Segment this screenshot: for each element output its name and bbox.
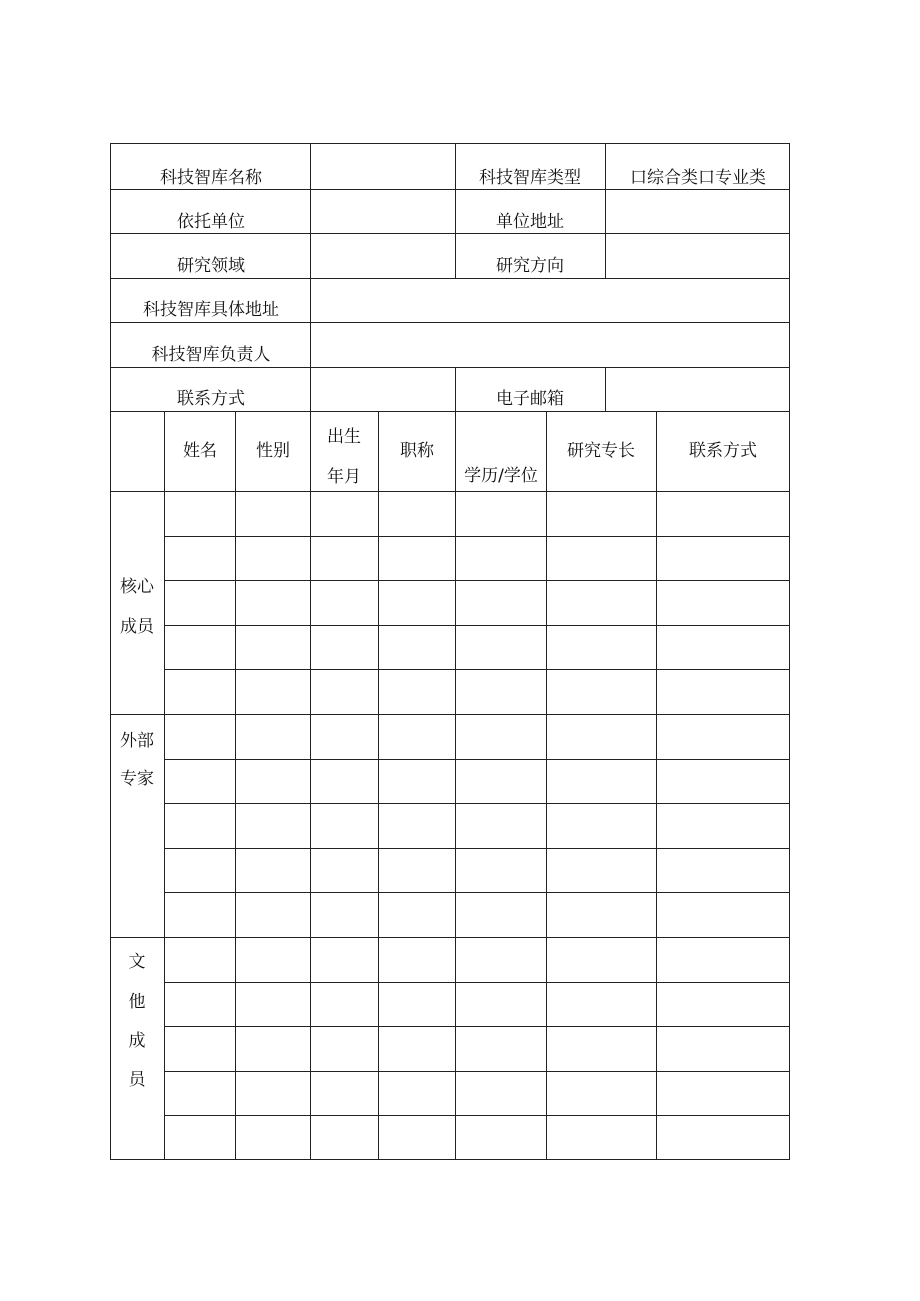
other-members-label-char: 文	[128, 952, 146, 972]
header-birth-line1: 出生	[327, 427, 361, 447]
col-rule	[164, 411, 165, 1159]
email-field[interactable]	[611, 389, 781, 409]
think-tank-type-options[interactable]: 口综合类口专业类	[630, 168, 766, 188]
unit-address-label: 单位地址	[496, 212, 564, 232]
col-rule	[235, 411, 236, 1159]
header-gender: 性别	[256, 441, 290, 461]
row-rule	[111, 189, 789, 190]
host-unit-field[interactable]	[316, 212, 450, 232]
col-rule	[546, 411, 547, 1159]
header-education: 学历/学位	[464, 466, 538, 486]
other-members-label-char: 员	[128, 1070, 146, 1090]
contact-label: 联系方式	[177, 389, 245, 409]
member-row-rule	[164, 1115, 789, 1116]
external-experts-label-line1: 外部	[120, 731, 154, 751]
leader-label: 科技智库负责人	[151, 345, 271, 365]
header-specialty: 研究专长	[567, 441, 635, 461]
col-rule	[455, 411, 456, 1159]
external-experts-label-line2: 专家	[120, 769, 154, 789]
member-row-rule	[164, 759, 789, 760]
think-tank-name-field[interactable]	[316, 168, 450, 188]
header-title: 职称	[400, 441, 434, 461]
member-row-rule	[164, 580, 789, 581]
unit-address-field[interactable]	[611, 212, 781, 232]
research-field-label: 研究领域	[177, 256, 245, 276]
row-rule	[111, 367, 789, 368]
row-rule	[111, 322, 789, 323]
col-rule	[455, 367, 456, 411]
research-field-field[interactable]	[316, 256, 450, 276]
row-rule	[111, 411, 789, 412]
header-name: 姓名	[183, 441, 217, 461]
core-members-label-line2: 成员	[120, 617, 154, 637]
group-rule	[111, 714, 789, 715]
leader-field[interactable]	[316, 345, 781, 365]
row-rule	[111, 278, 789, 279]
member-row-rule	[164, 536, 789, 537]
group-rule	[111, 937, 789, 938]
col-rule	[656, 411, 657, 1159]
member-row-rule	[164, 625, 789, 626]
specific-address-label: 科技智库具体地址	[143, 300, 279, 320]
col-rule	[455, 144, 456, 278]
member-row-rule	[164, 982, 789, 983]
specific-address-field[interactable]	[316, 300, 781, 320]
member-row-rule	[164, 1026, 789, 1027]
contact-field[interactable]	[316, 389, 450, 409]
research-direction-field[interactable]	[611, 256, 781, 276]
col-rule	[378, 411, 379, 1159]
col-rule	[310, 144, 311, 411]
core-members-label-line1: 核心	[120, 577, 154, 597]
member-row-rule	[164, 1071, 789, 1072]
email-label: 电子邮箱	[496, 389, 564, 409]
member-row-rule	[164, 892, 789, 893]
col-rule	[605, 367, 606, 411]
think-tank-registration-form	[110, 143, 790, 1160]
other-members-label-char: 他	[128, 992, 146, 1012]
member-row-rule	[164, 848, 789, 849]
think-tank-type-label: 科技智库类型	[479, 168, 581, 188]
research-direction-label: 研究方向	[496, 256, 564, 276]
member-row-rule	[164, 803, 789, 804]
other-members-label-char: 成	[128, 1031, 146, 1051]
host-unit-label: 依托单位	[177, 212, 245, 232]
think-tank-name-label: 科技智库名称	[160, 168, 262, 188]
member-row-rule	[164, 669, 789, 670]
header-contact: 联系方式	[689, 441, 757, 461]
header-birth-line2: 年月	[327, 467, 361, 487]
row-rule	[111, 491, 789, 492]
col-rule	[605, 144, 606, 278]
col-rule	[310, 411, 311, 1159]
row-rule	[111, 233, 789, 234]
